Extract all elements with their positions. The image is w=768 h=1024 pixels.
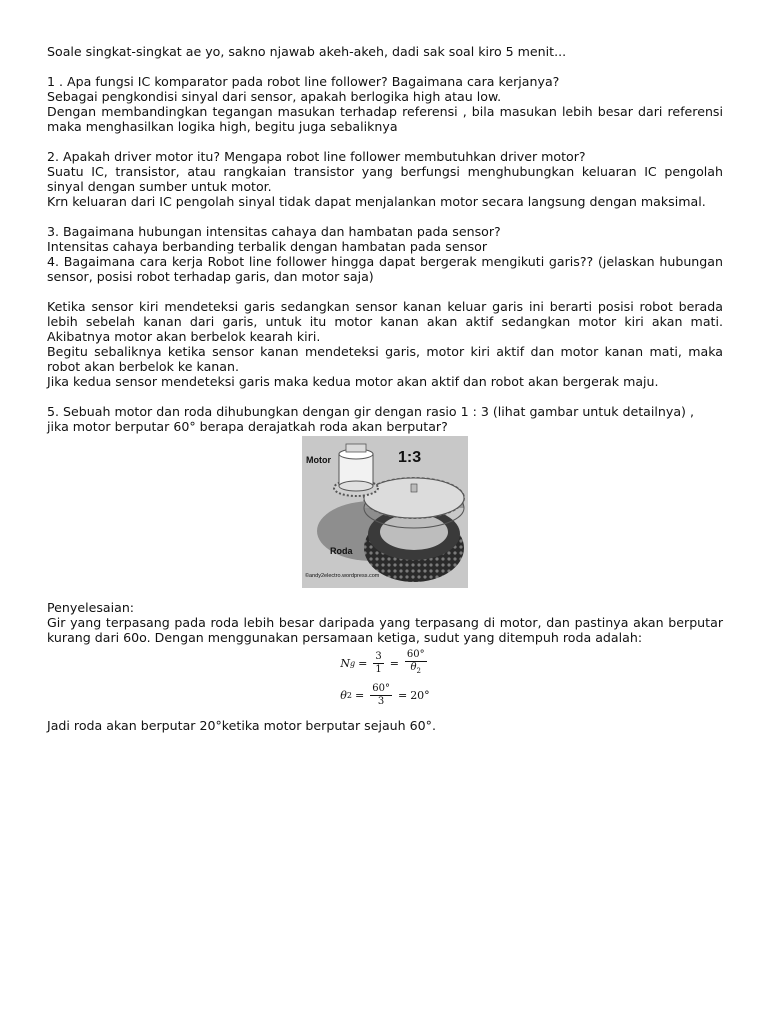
formula-equals: = — [358, 656, 368, 670]
gear-ratio-figure — [302, 436, 468, 588]
label-roda: Roda — [330, 546, 353, 556]
formula-block — [47, 649, 723, 708]
solution-line: kurang dari 60o. Dengan menggunakan persamaan ketiga, sudut yang ditempuh roda adalah: — [47, 630, 643, 645]
q2-question: 2. Apakah driver motor itu? Mengapa robot line follower membutuhkan driver motor? — [47, 149, 586, 164]
label-ratio: 1:3 — [398, 449, 422, 466]
q3-question: 3. Bagaimana hubungan intensitas cahaya dan hambatan pada sensor? — [47, 224, 501, 239]
formula-lhs-var: θ — [340, 689, 347, 702]
formula-result: 20° — [410, 689, 430, 702]
conclusion-text: Jadi roda akan berputar 20°ketika motor berputar sejauh 60°. — [47, 718, 436, 733]
q4-answer-line: Jika kedua sensor mendeteksi garis maka kedua motor akan aktif dan robot akan bergerak maju. — [47, 374, 659, 389]
q4-answer-line: Ketika sensor kiri mendeteksi garis sedangkan sensor kanan keluar garis ini berarti posisi robot berada — [47, 299, 723, 314]
q1-answer-line: Sebagai pengkondisi sinyal dari sensor, apakah berlogika high atau low. — [47, 89, 502, 104]
formula-fraction: $\frac{60^\circ}{3}$ — [372, 683, 390, 707]
q1-answer-line: Dengan membandingkan tegangan masukan terhadap referensi , bila masukan lebih besar dari referensi — [47, 104, 723, 119]
q4-answer-line: lebih sebelah kanan dari garis, untuk itu motor kanan akan aktif sedangkan motor kiri akan mati. — [47, 314, 723, 329]
formula-lhs-var: N — [340, 656, 350, 670]
figure-credit: ©andy2electro.wordpress.com — [305, 573, 380, 579]
wheel-rim-shape — [380, 514, 448, 550]
q3-answer: Intensitas cahaya berbanding terbalik dengan hambatan pada sensor — [47, 239, 488, 254]
q4-answer-line: Akibatnya motor akan berbelok kearah kiri. — [47, 329, 321, 344]
solution-heading: Penyelesaian: — [47, 600, 135, 615]
formula-lhs-sub: g — [349, 658, 356, 668]
formula-wheel-angle — [340, 683, 429, 708]
motor-cap-shape — [346, 444, 366, 452]
formula-fraction: $\frac{60^\circ}{\theta_2}$ — [406, 649, 425, 675]
formula-equals: = — [389, 656, 399, 670]
q2-answer-line: Suatu IC, transistor, atau rangkaian transistor yang berfungsi menghubungkan keluaran IC pengolah — [47, 164, 723, 179]
formula-lhs-sub: 2 — [346, 691, 353, 700]
formula-fraction: $\frac{3}{1}$ — [375, 650, 382, 675]
q4-answer-line: Begitu sebaliknya ketika sensor kanan mendeteksi garis, motor kiri aktif dan motor kanan mati, maka — [47, 344, 723, 359]
q1-answer-line: maka menghasilkan logika high, begitu juga sebaliknya — [47, 119, 398, 134]
q2-answer-line: Krn keluaran dari IC pengolah sinyal tidak dapat menjalankan motor secara langsung dengan maksimal. — [47, 194, 706, 209]
q4-answer-line: robot akan berbelok ke kanan. — [47, 359, 239, 374]
q5-question: 5. Sebuah motor dan roda dihubungkan dengan gir dengan rasio 1 : 3 (lihat gambar untuk detailnya) , — [47, 404, 694, 419]
formula-gear-ratio — [340, 649, 429, 677]
formula-equals: = — [397, 689, 408, 702]
formula-equals: = — [355, 689, 365, 702]
document-body — [47, 44, 723, 733]
q5-question: jika motor berputar 60° berapa derajatkah roda akan berputar? — [47, 419, 448, 434]
q4-question: 4. Bagaimana cara kerja Robot line follower hingga dapat bergerak mengikuti garis?? (jelaskan hubungan — [47, 254, 723, 269]
motor-base-shape — [339, 481, 373, 491]
q1-question: 1 . Apa fungsi IC komparator pada robot line follower? Bagaimana cara kerjanya? — [47, 74, 560, 89]
intro-text: Soale singkat-singkat ae yo, sakno njawab akeh-akeh, dadi sak soal kiro 5 menit... — [47, 44, 567, 59]
q2-answer-line: sinyal dengan sumber untuk motor. — [47, 179, 272, 194]
gear-illustration — [302, 436, 468, 588]
label-motor: Motor — [306, 455, 331, 465]
solution-line: Gir yang terpasang pada roda lebih besar daripada yang terpasang di motor, dan pastinya akan berputar — [47, 615, 723, 630]
q4-question: sensor, posisi robot terhadap garis, dan motor saja) — [47, 269, 374, 284]
axle-shape — [411, 484, 417, 492]
